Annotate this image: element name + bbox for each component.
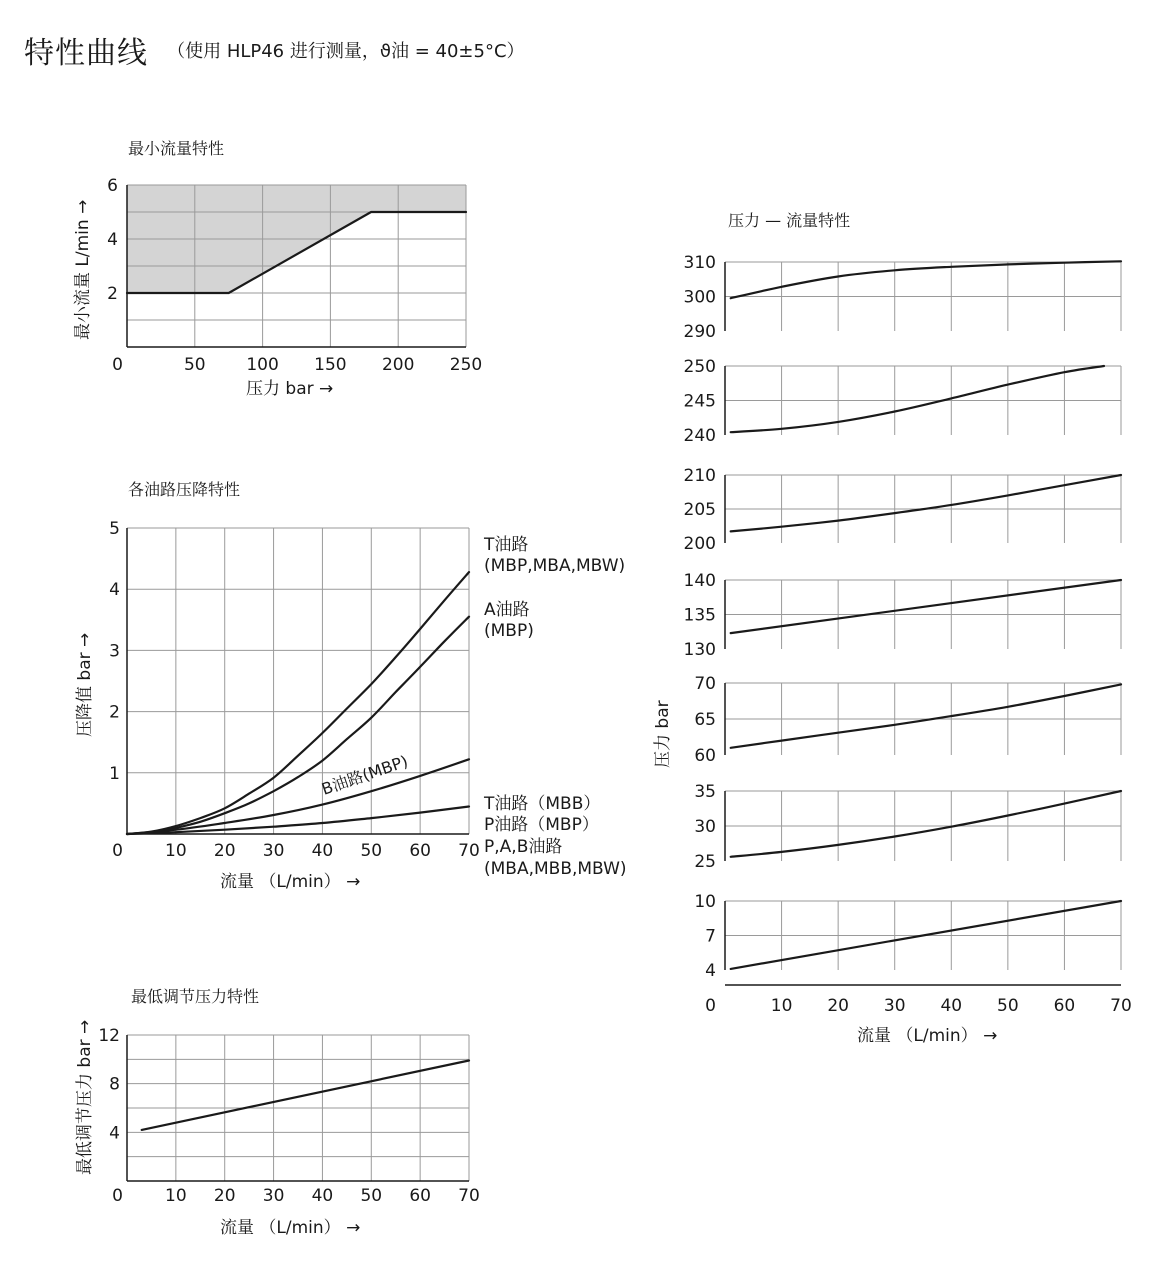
pressure-panel bbox=[684, 571, 1121, 660]
pressure-flow-curve bbox=[731, 791, 1121, 857]
x-tick-label: 60 bbox=[1053, 996, 1076, 1016]
chart-pressure-flow bbox=[653, 211, 1132, 1046]
y-tick-label: 4 bbox=[705, 961, 716, 981]
pressure-flow-curve bbox=[731, 261, 1121, 298]
series-label-low-2: P油路（MBP） bbox=[484, 815, 599, 835]
y-tick-label: 4 bbox=[109, 1123, 120, 1144]
x-tick-label: 50 bbox=[183, 355, 206, 375]
x-tick-label: 30 bbox=[262, 1186, 285, 1206]
x-tick-label: 20 bbox=[213, 841, 236, 861]
y-axis-label: 压降值 bar → bbox=[75, 632, 95, 737]
y-tick-label: 2 bbox=[109, 702, 120, 723]
series-label-t-main: T油路 bbox=[484, 535, 529, 555]
y-tick-label: 4 bbox=[109, 580, 120, 601]
y-tick-label: 300 bbox=[683, 287, 716, 308]
chart-title: 压力 — 流量特性 bbox=[728, 211, 851, 230]
pressure-flow-curve bbox=[731, 366, 1104, 432]
x-tick-label: 30 bbox=[262, 841, 285, 861]
chart-title: 各油路压降特性 bbox=[128, 480, 241, 499]
y-tick-label: 8 bbox=[109, 1074, 120, 1095]
pressure-flow-curve bbox=[731, 580, 1121, 633]
plot-area bbox=[107, 176, 482, 375]
x-tick-label: 0 bbox=[112, 841, 123, 861]
pressure-flow-curve bbox=[731, 684, 1121, 747]
chart-title: 最小流量特性 bbox=[128, 139, 225, 158]
y-tick-label: 6 bbox=[107, 176, 118, 196]
x-tick-label: 250 bbox=[449, 355, 483, 375]
y-tick-label: 60 bbox=[694, 746, 716, 766]
x-tick-label: 20 bbox=[827, 996, 849, 1016]
x-tick-label: 20 bbox=[213, 1186, 236, 1206]
x-tick-label: 50 bbox=[360, 1186, 383, 1206]
x-tick-label: 40 bbox=[311, 841, 334, 861]
page-title: 特性曲线 bbox=[24, 36, 148, 71]
y-tick-label: 7 bbox=[705, 926, 716, 947]
x-tick-label: 200 bbox=[381, 355, 415, 375]
x-tick-label: 60 bbox=[409, 841, 431, 861]
x-axis-label: 流量 （L/min） → bbox=[220, 1218, 361, 1238]
series-label-low-3: P,A,B油路 bbox=[484, 837, 563, 857]
y-tick-label: 130 bbox=[683, 640, 716, 660]
x-tick-label: 0 bbox=[112, 355, 123, 375]
y-tick-label: 10 bbox=[694, 892, 716, 912]
pressure-flow-curve bbox=[731, 475, 1121, 531]
curve-b-mbp bbox=[127, 759, 469, 834]
pressure-flow-curve bbox=[731, 901, 1121, 969]
y-tick-label: 245 bbox=[683, 391, 716, 412]
y-axis-label: 压力 bar bbox=[653, 700, 673, 768]
y-tick-label: 30 bbox=[694, 817, 716, 837]
pressure-panel bbox=[694, 674, 1121, 766]
y-tick-label: 3 bbox=[109, 641, 120, 662]
series-label-b: B油路(MBP) bbox=[319, 751, 411, 799]
chart-min-adjust-pressure bbox=[75, 987, 480, 1238]
x-tick-label: 30 bbox=[883, 996, 906, 1016]
y-tick-label: 200 bbox=[683, 534, 716, 554]
chart-pressure-drop bbox=[75, 480, 627, 892]
chart-title: 最低调节压力特性 bbox=[131, 987, 260, 1006]
pressure-panel bbox=[694, 892, 1121, 981]
series-label-a-main-variants: (MBP) bbox=[484, 621, 534, 641]
y-tick-label: 65 bbox=[694, 710, 716, 730]
y-tick-label: 5 bbox=[109, 519, 120, 539]
x-axis-label: 流量 （L/min） → bbox=[220, 872, 361, 892]
series-label-low-4: (MBA,MBB,MBW) bbox=[484, 859, 627, 879]
chart-min-flow bbox=[73, 139, 482, 399]
curve-a-main bbox=[127, 617, 469, 834]
x-tick-label: 0 bbox=[705, 996, 716, 1016]
series-label-low-1: T油路（MBB） bbox=[484, 794, 601, 814]
pressure-panel bbox=[694, 782, 1121, 872]
y-tick-label: 2 bbox=[107, 284, 118, 304]
y-tick-label: 250 bbox=[683, 357, 716, 377]
pressure-panel bbox=[684, 466, 1121, 554]
page-subtitle: （使用 HLP46 进行测量，ϑ油 = 40±5°C） bbox=[167, 41, 525, 62]
x-tick-label: 40 bbox=[940, 996, 963, 1016]
x-tick-label: 70 bbox=[1110, 996, 1132, 1016]
x-tick-label: 10 bbox=[770, 996, 793, 1016]
x-tick-label: 150 bbox=[314, 355, 347, 375]
x-tick-label: 10 bbox=[165, 841, 187, 861]
x-axis-label: 压力 bar → bbox=[246, 379, 334, 399]
y-tick-label: 205 bbox=[683, 500, 716, 520]
curve-t-main bbox=[127, 572, 469, 834]
y-tick-label: 240 bbox=[683, 426, 716, 446]
y-tick-label: 310 bbox=[683, 253, 716, 273]
pressure-panel bbox=[684, 357, 1121, 446]
plot-area bbox=[109, 519, 480, 861]
y-tick-label: 12 bbox=[98, 1026, 120, 1046]
y-tick-label: 25 bbox=[694, 852, 716, 872]
y-tick-label: 135 bbox=[683, 605, 716, 626]
x-tick-label: 60 bbox=[409, 1186, 431, 1206]
x-tick-label: 50 bbox=[360, 841, 383, 861]
series-label-t-main-variants: (MBP,MBA,MBW) bbox=[484, 556, 626, 576]
y-tick-label: 140 bbox=[683, 571, 716, 591]
x-tick-label: 10 bbox=[165, 1186, 187, 1206]
x-tick-label: 40 bbox=[311, 1186, 334, 1206]
y-tick-label: 1 bbox=[109, 763, 120, 784]
x-axis-label: 流量 （L/min） → bbox=[857, 1026, 998, 1046]
y-tick-label: 35 bbox=[694, 782, 716, 802]
y-tick-label: 290 bbox=[683, 322, 716, 342]
y-tick-label: 210 bbox=[683, 466, 716, 486]
y-axis-label: 最低调节压力 bar → bbox=[75, 1019, 95, 1175]
x-tick-label: 50 bbox=[997, 996, 1019, 1016]
pressure-panel bbox=[684, 253, 1121, 342]
y-axis-label: 最小流量 L/min → bbox=[73, 199, 93, 340]
y-tick-label: 70 bbox=[694, 674, 716, 694]
x-tick-label: 70 bbox=[458, 1186, 480, 1206]
x-tick-label: 0 bbox=[112, 1186, 123, 1206]
x-tick-label: 100 bbox=[246, 355, 279, 375]
x-tick-label: 70 bbox=[458, 841, 480, 861]
plot-area bbox=[684, 253, 1132, 1016]
plot-area bbox=[98, 1026, 479, 1206]
y-tick-label: 4 bbox=[107, 230, 118, 250]
series-label-a-main: A油路 bbox=[484, 600, 530, 620]
